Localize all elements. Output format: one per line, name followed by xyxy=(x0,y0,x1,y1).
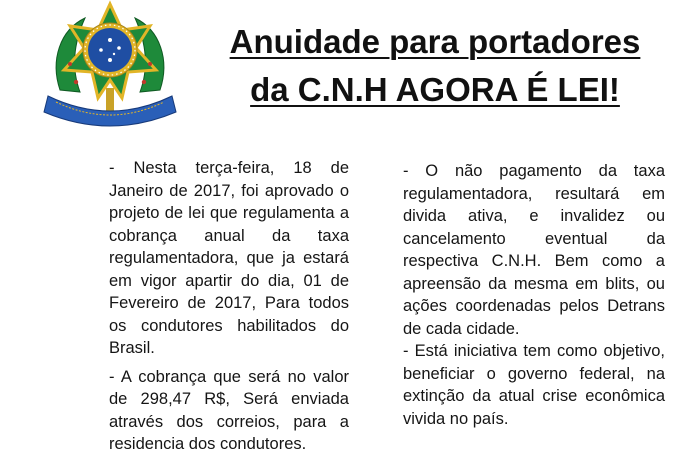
headline xyxy=(190,18,680,114)
headline-line-2: da C.N.H AGORA É LEI! xyxy=(250,71,620,108)
right-paragraph-2: - Está iniciativa tem como objetivo, beneficiar o governo federal, na extinção da atual crise econômica vivida no país. xyxy=(403,342,665,428)
left-paragraph-1: - Nesta terça-feira, 18 de Janeiro de 2017, foi aprovado o projeto de lei que regulamenta a cobrança anual da taxa regulamentadora, que ja estará em vigor apartir do dia, 01 de Fevereiro de 2017, Para todos os condutores habilitados do Brasil. xyxy=(109,159,349,357)
left-paragraph-2: - A cobrança que será no valor de 298,47 R$, Será enviada através dos correios, para a residencia dos condutores. xyxy=(109,367,349,453)
headline-line-1: Anuidade para portadores xyxy=(229,23,641,60)
right-column xyxy=(403,160,665,430)
coat-of-arms-emblem xyxy=(40,0,180,135)
coat-of-arms-icon xyxy=(40,0,180,135)
right-paragraph-1: - O não pagamento da taxa regulamentadora, resultará em divida ativa, e invalidez ou cancelamento eventual da respectiva C.N.H. Bem como a apreensão da mesma em blits, ou ações coordenadas pelos Detrans de cada cidade. xyxy=(403,162,665,338)
left-column xyxy=(109,157,349,456)
